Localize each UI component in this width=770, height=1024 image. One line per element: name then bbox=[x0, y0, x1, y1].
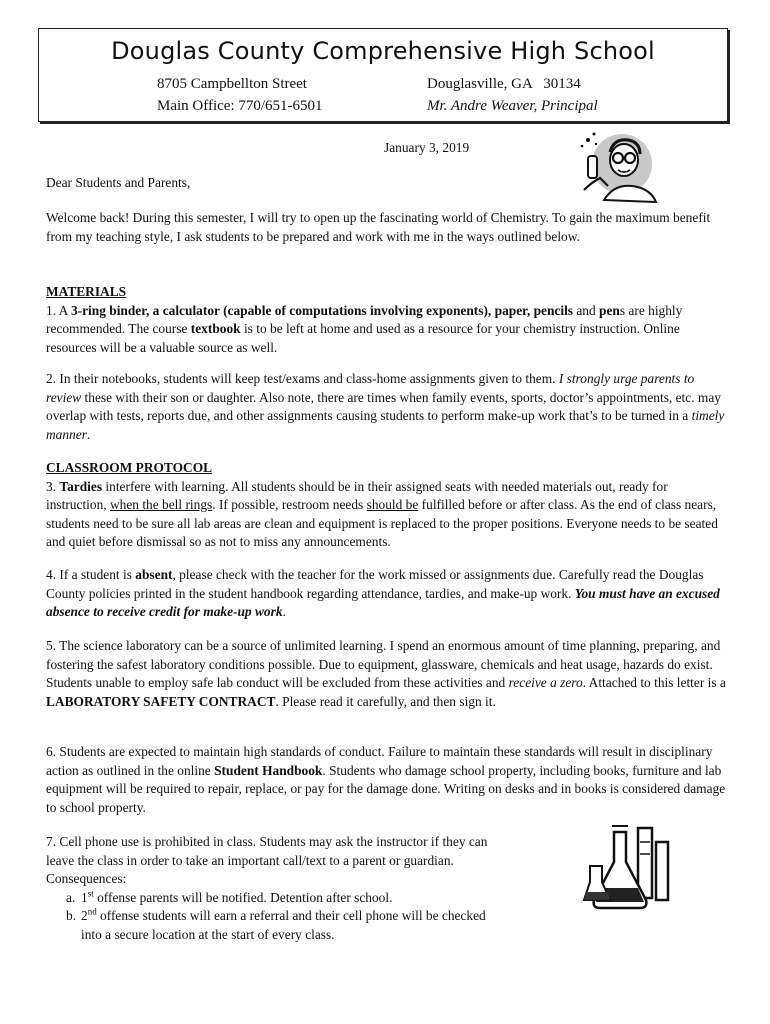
materials-item-2: 2. In their notebooks, students will keep test/exams and class-home assignments given to them. I strongly urge parents to review these with their son or daughter. Also note, there are times when family events, sports, doctor’s appointments, etc. may overlap with tests, reports due, and other assignments causing students to perform make-up work that’s to be turned in a timely manner. bbox=[46, 371, 725, 442]
list-item: a. 1st offense parents will be notified. Detention after school. bbox=[66, 888, 393, 905]
address-left bbox=[157, 73, 323, 117]
city-state-zip: Douglasville, GA 30134 bbox=[427, 76, 581, 92]
street-address: 8705 Campbellton Street bbox=[157, 76, 307, 92]
protocol-item-6: 6. Students are expected to maintain high standards of conduct. Failure to maintain these standards will result in disciplinary action as outlined in the online Student Handbook. Students who damage school property, including books, furniture and lab equipment will be required to repair, replace, or pay for the damage done. Writing on desks and in books is considered damage to school property. bbox=[46, 744, 726, 815]
letter-date: January 3, 2019 bbox=[384, 140, 470, 155]
letterhead-box bbox=[38, 28, 728, 122]
materials-heading: MATERIALS bbox=[46, 284, 127, 299]
main-office-phone: Main Office: 770/651-6501 bbox=[157, 98, 323, 114]
protocol-item-7: 7. Cell phone use is prohibited in class. Students may ask the instructor if they can leave the class in order to take an important call/text to a parent or guardian. Consequences: a. 1st offense parents will be notified. Detention after school. b. 2nd offense students will earn a referral and their cell phone will be checked into a secure location at the start of every class. bbox=[46, 833, 586, 945]
list-item: b. 2nd offense students will earn a referral and their cell phone will be checked into a secure location at the start of every class. bbox=[66, 906, 486, 942]
salutation: Dear Students and Parents, bbox=[46, 175, 191, 190]
protocol-item-3: 3. Tardies interfere with learning. All students should be in their assigned seats with needed materials out, ready for instruction, when the bell rings. If possible, restroom needs should be fulfilled before or after class. As the end of class nears, students need to be sure all lab areas are clean and equipment is replaced to the proper positions. Everyone needs to be seated and quiet before dismissal so as not to miss any announcements. bbox=[46, 478, 718, 550]
protocol-section bbox=[46, 459, 726, 552]
protocol-heading: CLASSROOM PROTOCOL bbox=[46, 460, 213, 475]
materials-item-1: 1. A 3-ring binder, a calculator (capable of computations involving exponents), paper, pencils and pens are highly recommended. The course textbook is to be left at home and used as a resource for your chemistry instruction. Online resources will be a valuable source as well. bbox=[46, 302, 683, 355]
principal-name: Mr. Andre Weaver, Principal bbox=[427, 98, 598, 114]
lab-glassware-clipart-icon bbox=[582, 822, 676, 916]
consequences-list bbox=[46, 889, 586, 945]
protocol-item-4: 4. If a student is absent, please check with the teacher for the work missed or assignments due. Carefully read the Douglas County policies printed in the student handbook regarding attendance, tardies, and make-up work. You must have an excused absence to receive credit for make-up work. bbox=[46, 567, 720, 620]
address-right bbox=[427, 73, 598, 117]
intro-paragraph: Welcome back! During this semester, I will try to open up the fascinating world of Chemistry. To gain the maximum benefit from my teaching style, I ask students to be prepared and work with me in the ways outlined below. bbox=[46, 210, 711, 244]
school-name: Douglas County Comprehensive High School bbox=[111, 37, 655, 65]
scientist-clipart-icon bbox=[574, 130, 662, 204]
materials-section bbox=[46, 283, 726, 357]
protocol-item-5: 5. The science laboratory can be a source of unlimited learning. I spend an enormous amount of time planning, preparing, and fostering the safest laboratory conditions possible. Due to equipment, glassware, chemicals and heat usage, hazards do exist. Students unable to employ safe lab conduct will be excluded from these activities and receive a zero. Attached to this letter is a LABORATORY SAFETY CONTRACT. Please read it carefully, and then sign it. bbox=[46, 638, 726, 709]
